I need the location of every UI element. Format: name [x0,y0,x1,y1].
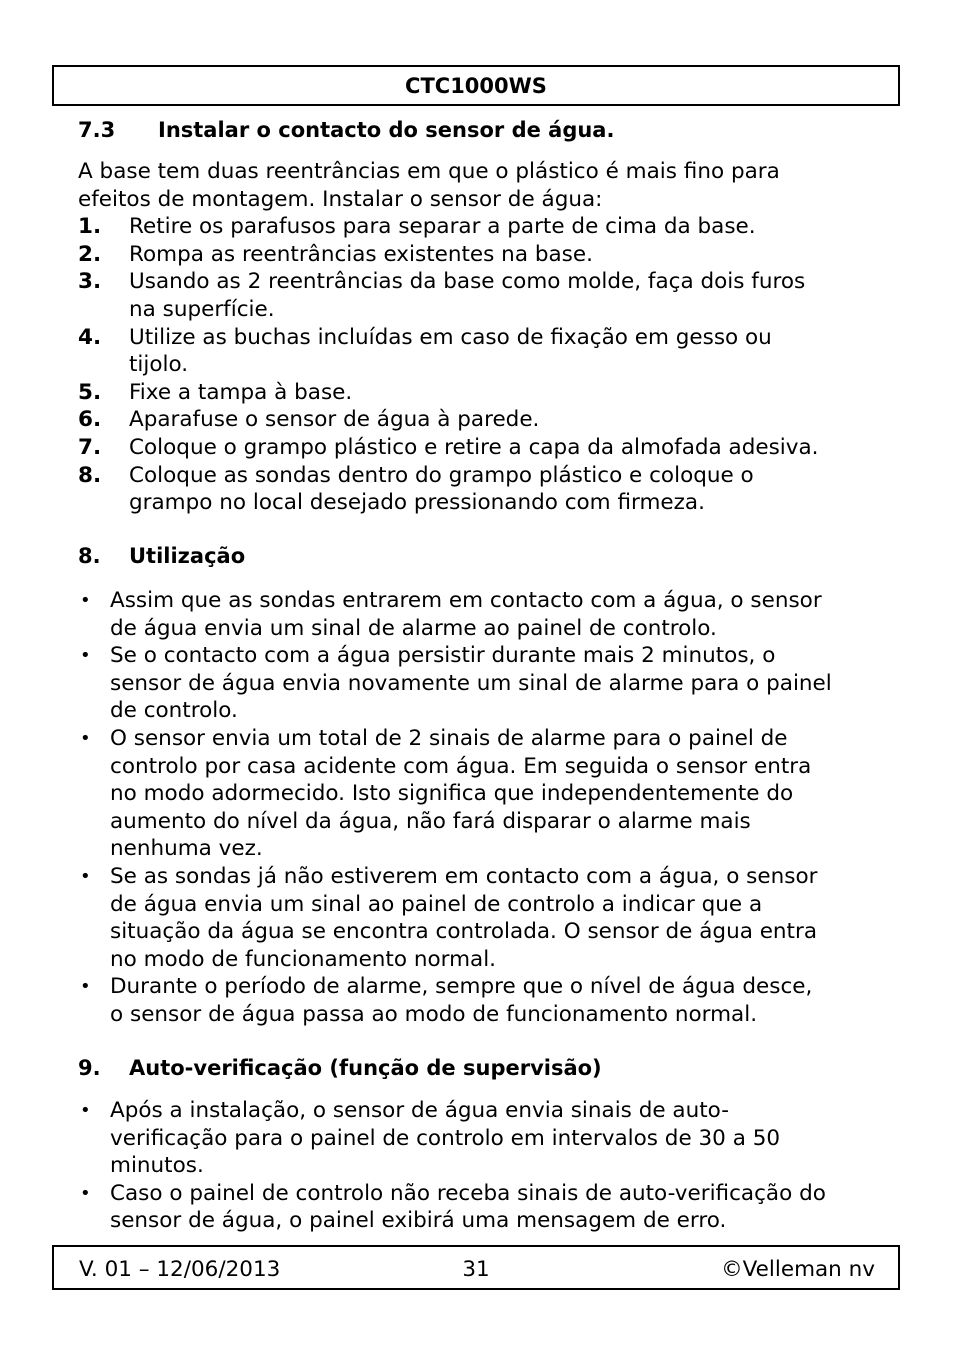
step-number: 2. [78,241,102,267]
bullet-line: Durante o período de alarme, sempre que o nível de água desce, [110,974,813,1000]
bullet-line: situação da água se encontra controlada. O sensor de água entra [110,919,818,945]
page-footer [52,1245,900,1290]
step-number: 4. [78,324,102,350]
bullet-line: O sensor envia um total de 2 sinais de alarme para o painel de [110,726,788,751]
intro-line: A base tem duas reentrâncias em que o plástico é mais fino para [78,159,780,184]
section-heading: Instalar o contacto do sensor de água. [158,118,615,142]
bullet-icon: • [80,1182,91,1204]
bullet-icon: • [80,645,91,667]
bullet-icon: • [80,728,91,749]
bullet-line: no modo adormecido. Isto significa que independentemente do [110,781,794,807]
bullet-line: controlo por casa acidente com água. Em seguida o sensor entra [110,753,812,779]
bullet-line: Se as sondas já não estiverem em contacto com a água, o sensor [110,864,818,889]
footer-version: V. 01 – 12/06/2013 [79,1257,281,1282]
step-number: 3. [78,269,102,295]
bullet-line: o sensor de água passa ao modo de funcionamento normal. [110,1002,758,1027]
step-line: tijolo. [129,352,189,378]
bullet-line: Caso o painel de controlo não receba sinais de auto-verificação do [110,1180,826,1206]
footer-copyright: ©Velleman nv [721,1257,875,1282]
step-line: Coloque as sondas dentro do grampo plástico e coloque o [129,462,754,488]
step-line: Retire os parafusos para separar a parte de cima da base. [129,214,756,240]
section-heading: Utilização [129,544,246,568]
step-number: 7. [78,435,102,460]
bullet-line: aumento do nível da água, não fará disparar o alarme mais [110,808,751,834]
bullet-line: de água envia um sinal ao painel de controlo a indicar que a [110,891,763,917]
section-number: 9. [78,1056,101,1080]
bullet-icon: • [80,866,91,887]
bullet-line: Após a instalação, o sensor de água envia sinais de auto- [110,1098,729,1123]
step-number: 1. [78,214,102,240]
bullet-line: nenhuma vez. [110,836,263,862]
intro-line: efeitos de montagem. Instalar o sensor de água: [78,186,603,212]
section-heading: Auto-verificação (função de supervisão) [129,1056,602,1080]
page-header [52,65,900,106]
step-line: Fixe a tampa à base. [129,379,353,405]
step-line: Usando as 2 reentrâncias da base como molde, faça dois furos [129,269,806,295]
bullet-line: Se o contacto com a água persistir durante mais 2 minutos, o [110,643,776,669]
section-number: 8. [78,544,101,568]
bullet-icon: • [80,590,91,611]
bullet-line: minutos. [110,1153,204,1179]
bullet-line: sensor de água, o painel exibirá uma mensagem de erro. [110,1208,727,1234]
section-number: 7.3 [78,118,116,142]
bullet-icon: • [80,1100,91,1121]
bullet-line: de água envia um sinal de alarme ao painel de controlo. [110,615,717,641]
bullet-icon: • [80,976,91,998]
step-line: Rompa as reentrâncias existentes na base. [129,241,593,267]
step-line: na superfície. [129,297,275,322]
step-line: Coloque o grampo plástico e retire a capa da almofada adesiva. [129,435,819,460]
step-line: Utilize as buchas incluídas em caso de fixação em gesso ou [129,324,772,350]
footer-page-number: 31 [462,1257,490,1282]
bullet-line: sensor de água envia novamente um sinal de alarme para o painel [110,670,832,696]
bullet-line: verificação para o painel de controlo em intervalos de 30 a 50 [110,1125,781,1151]
document-title: CTC1000WS [405,74,547,98]
step-line: grampo no local desejado pressionando com firmeza. [129,490,705,516]
bullet-line: de controlo. [110,698,238,724]
step-number: 5. [78,379,102,405]
bullet-line: no modo de funcionamento normal. [110,946,497,972]
step-line: Aparafuse o sensor de água à parede. [129,407,540,433]
step-number: 8. [78,462,102,488]
bullet-line: Assim que as sondas entrarem em contacto com a água, o sensor [110,588,822,613]
step-number: 6. [78,407,102,433]
